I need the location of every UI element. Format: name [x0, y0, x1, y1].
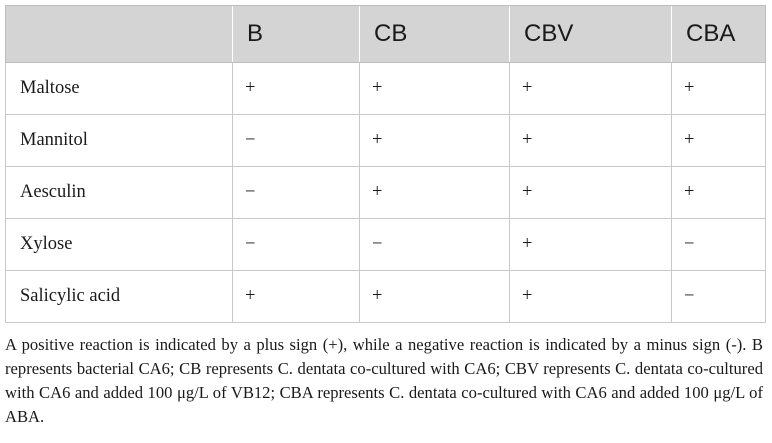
table-row	[6, 167, 766, 219]
reaction-cell: +	[360, 167, 510, 219]
reaction-cell: +	[360, 115, 510, 167]
reaction-cell: +	[510, 271, 672, 323]
reaction-cell: −	[672, 271, 766, 323]
reaction-cell: +	[360, 63, 510, 115]
row-label: Xylose	[6, 219, 233, 271]
row-label: Salicylic acid	[6, 271, 233, 323]
header-cell-cba: CBA	[672, 6, 766, 63]
row-label: Mannitol	[6, 115, 233, 167]
biochemical-reaction-table	[5, 5, 766, 323]
reaction-cell: +	[672, 63, 766, 115]
table-header-row	[6, 6, 766, 63]
reaction-cell: −	[360, 219, 510, 271]
results-table-container	[5, 5, 765, 323]
row-label: Maltose	[6, 63, 233, 115]
reaction-cell: −	[672, 219, 766, 271]
table-row	[6, 115, 766, 167]
table-footnote: A positive reaction is indicated by a plus sign (+), while a negative reaction is indicated by a minus sign (-). B represents bacterial CA6; CB represents C. dentata co-cultured with CA6; CBV represents C. dentata co-cultured with CA6 and added 100 μg/L of VB12; CBA represents C. dentata co-cultured with CA6 and added 100 μg/L of ABA.	[5, 335, 763, 426]
table-row	[6, 63, 766, 115]
reaction-cell: +	[510, 63, 672, 115]
reaction-cell: +	[510, 167, 672, 219]
reaction-cell: −	[233, 167, 360, 219]
reaction-cell: +	[510, 219, 672, 271]
reaction-cell: −	[233, 219, 360, 271]
reaction-cell: −	[233, 115, 360, 167]
header-cell-b: B	[233, 6, 360, 63]
header-cell-cbv: CBV	[510, 6, 672, 63]
table-row	[6, 219, 766, 271]
reaction-cell: +	[233, 63, 360, 115]
reaction-cell: +	[672, 167, 766, 219]
reaction-cell: +	[360, 271, 510, 323]
reaction-cell: +	[233, 271, 360, 323]
row-label: Aesculin	[6, 167, 233, 219]
header-cell-empty	[6, 6, 233, 63]
table-row	[6, 271, 766, 323]
reaction-cell: +	[510, 115, 672, 167]
header-cell-cb: CB	[360, 6, 510, 63]
reaction-cell: +	[672, 115, 766, 167]
